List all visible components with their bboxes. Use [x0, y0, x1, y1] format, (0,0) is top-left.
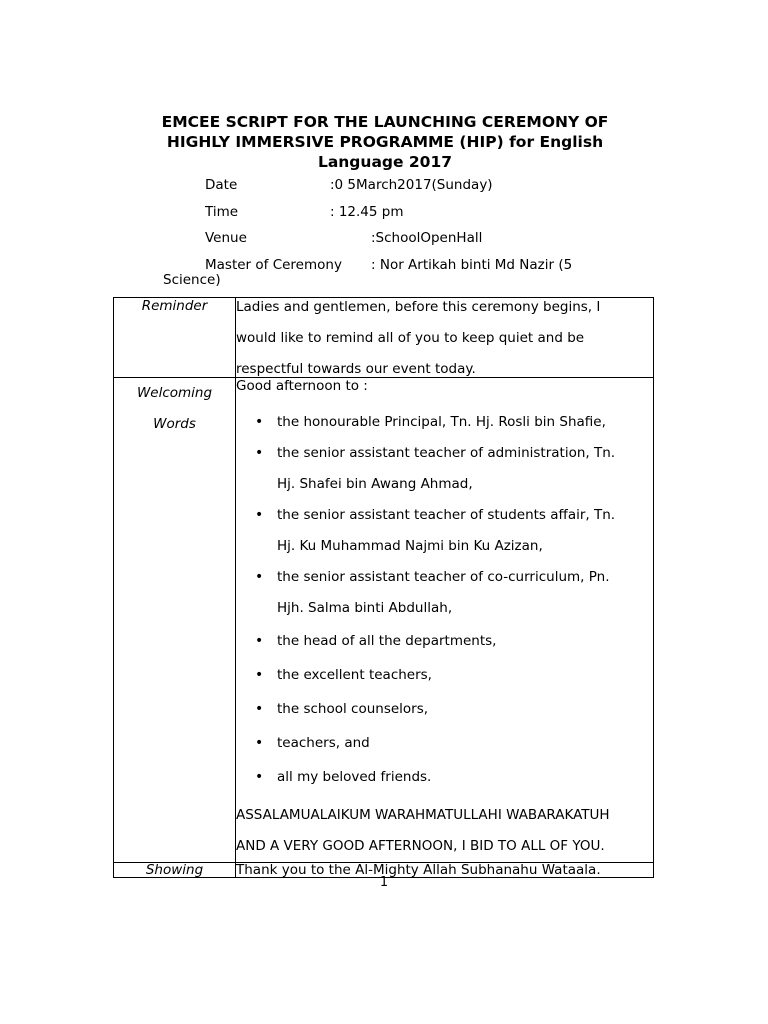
list-item	[236, 438, 653, 500]
list-item	[236, 760, 653, 794]
guest-line: teachers, and	[277, 735, 370, 751]
list-item	[236, 658, 653, 692]
welcoming-intro: Good afternoon to :	[236, 378, 368, 394]
date-value: :0 5March2017(Sunday)	[330, 177, 493, 193]
bullet-icon: •	[255, 701, 264, 717]
time-label: Time	[205, 204, 239, 220]
bullet-icon: •	[255, 769, 264, 785]
date-label: Date	[205, 177, 238, 193]
welcoming-label-line-2: Words	[153, 416, 196, 432]
bullet-icon: •	[255, 507, 264, 523]
venue-value: :SchoolOpenHall	[371, 230, 483, 246]
reminder-line-3: respectful towards our event today.	[236, 361, 476, 377]
reminder-row	[114, 298, 654, 378]
guest-line: the senior assistant teacher of co-curriculum, Pn.	[277, 569, 610, 585]
guest-line: the senior assistant teacher of administration, Tn.	[277, 445, 616, 461]
script-table	[113, 297, 654, 878]
mc-value-continued: Science)	[163, 272, 221, 288]
list-item	[236, 407, 653, 438]
guest-line: Hjh. Salma binti Abdullah,	[277, 600, 453, 616]
guest-line: the school counselors,	[277, 701, 429, 717]
reminder-line-2: would like to remind all of you to keep quiet and be	[236, 330, 585, 346]
guest-line: Hj. Ku Muhammad Najmi bin Ku Azizan,	[277, 538, 543, 554]
time-value: : 12.45 pm	[330, 204, 404, 220]
welcoming-row	[114, 378, 654, 863]
bullet-icon: •	[255, 735, 264, 751]
venue-label: Venue	[205, 230, 247, 246]
bullet-icon: •	[255, 667, 264, 683]
bullet-icon: •	[255, 414, 264, 430]
list-item	[236, 692, 653, 726]
bullet-icon: •	[255, 445, 264, 461]
guest-line: the excellent teachers,	[277, 667, 432, 683]
welcoming-label	[114, 378, 236, 863]
guest-line: the senior assistant teacher of students affair, Tn.	[277, 507, 616, 523]
title-line-2: HIGHLY IMMERSIVE PROGRAMME (HIP) for English	[166, 133, 604, 151]
welcoming-label-line-1: Welcoming	[136, 385, 213, 401]
bullet-icon: •	[255, 633, 264, 649]
reminder-line-1: Ladies and gentlemen, before this ceremony begins, I	[236, 299, 601, 315]
mc-value: : Nor Artikah binti Md Nazir (5	[371, 257, 573, 273]
guest-line: the honourable Principal, Tn. Hj. Rosli bin Shafie,	[277, 414, 606, 430]
showing-content: Thank you to the Al-Mighty Allah Subhanahu Wataala.	[236, 863, 654, 878]
title-line-1: EMCEE SCRIPT FOR THE LAUNCHING CEREMONY OF	[161, 113, 609, 131]
guest-list	[236, 407, 653, 794]
mc-label: Master of Ceremony	[205, 257, 342, 273]
bullet-icon: •	[255, 569, 264, 585]
guest-line: all my beloved friends.	[277, 769, 432, 785]
guest-line: Hj. Shafei bin Awang Ahmad,	[277, 476, 473, 492]
title-line-3: Language 2017	[317, 153, 453, 171]
list-item	[236, 726, 653, 760]
greeting-line-1: ASSALAMUALAIKUM WARAHMATULLAHI WABARAKATUH	[236, 807, 610, 823]
list-item	[236, 624, 653, 658]
list-item	[236, 562, 653, 624]
welcoming-content	[236, 378, 654, 863]
reminder-label: Reminder	[114, 298, 236, 378]
greeting	[236, 800, 653, 862]
guest-line: the head of all the departments,	[277, 633, 497, 649]
reminder-content	[236, 298, 654, 378]
page-number: 1	[379, 875, 389, 890]
showing-label: Showing	[114, 863, 236, 878]
greeting-line-2: AND A VERY GOOD AFTERNOON, I BID TO ALL OF YOU.	[236, 838, 605, 854]
document-title	[140, 112, 630, 172]
list-item	[236, 500, 653, 562]
